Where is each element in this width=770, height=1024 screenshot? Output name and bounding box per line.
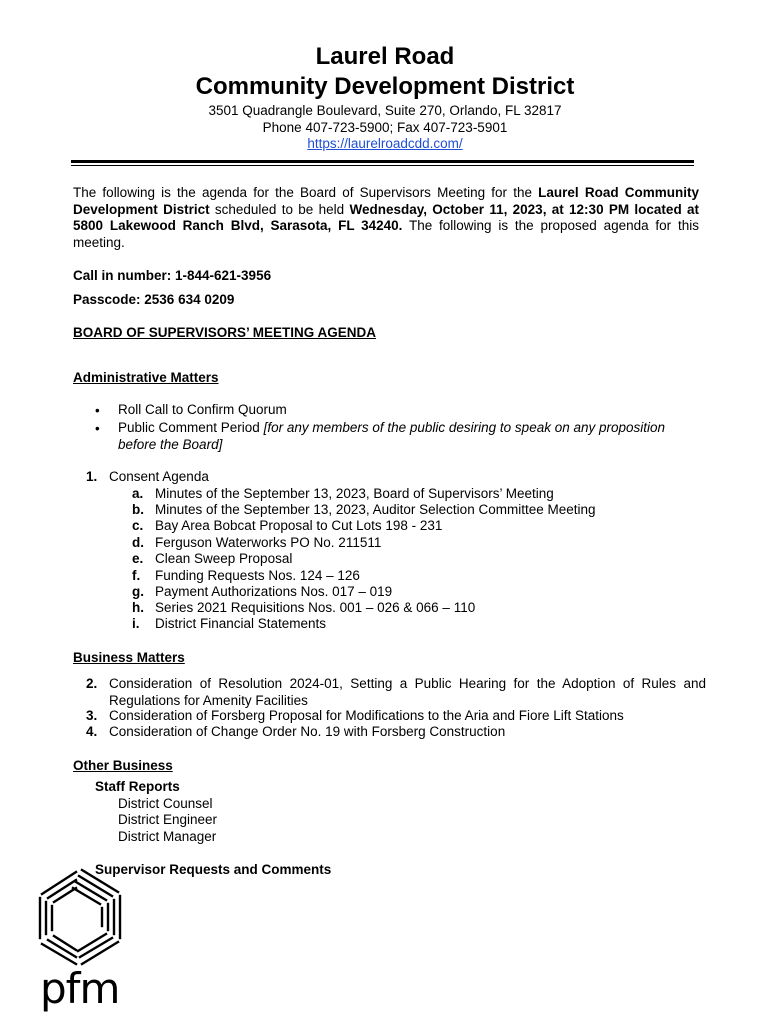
passcode: Passcode: 2536 634 0209	[73, 292, 235, 307]
roll-call-item	[118, 402, 698, 419]
consent-item: Ferguson Waterworks PO No. 211511	[155, 535, 382, 550]
public-comment-item	[118, 420, 698, 453]
intro-text-3: The following is the proposed agenda for this meeting.	[73, 218, 699, 250]
consent-item: District Financial Statements	[155, 616, 327, 631]
district-title-line1: Laurel Road	[315, 43, 455, 70]
bullet-icon: •	[95, 403, 100, 418]
staff-reports-heading: Staff Reports	[95, 779, 180, 794]
consent-item: Series 2021 Requisitions Nos. 001 – 026 & 066 – 110	[155, 600, 476, 615]
public-comment-text: Public Comment Period	[118, 420, 264, 435]
consent-item: Bay Area Bobcat Proposal to Cut Lots 198 - 231	[155, 518, 443, 533]
consent-item: Minutes of the September 13, 2023, Board of Supervisors’ Meeting	[155, 486, 554, 501]
district-phone: Phone 407-723-5900; Fax 407-723-5901	[262, 120, 508, 135]
bullet-icon: •	[95, 421, 100, 436]
consent-letter: i.	[132, 616, 140, 631]
consent-letter: a.	[132, 486, 144, 501]
consent-item: Payment Authorizations Nos. 017 – 019	[155, 584, 393, 599]
other-business-heading: Other Business	[73, 758, 173, 773]
consent-letter: d.	[132, 535, 144, 550]
consent-letter: e.	[132, 551, 144, 566]
pfm-logo-text: pfm	[40, 964, 120, 1013]
item-number: 1.	[86, 469, 98, 484]
business-item: Consideration of Resolution 2024-01, Setting a Public Hearing for the Adoption of Rules and Regulations for Amenity Facilities	[109, 676, 706, 708]
intro-paragraph	[73, 185, 699, 251]
item-number: 3.	[86, 708, 98, 723]
consent-item: Clean Sweep Proposal	[155, 551, 293, 566]
consent-letter: b.	[132, 502, 144, 517]
business-item: Consideration of Change Order No. 19 with Forsberg Construction	[109, 724, 506, 739]
consent-agenda-label: Consent Agenda	[109, 469, 209, 484]
url-row	[0, 135, 770, 152]
consent-item: Minutes of the September 13, 2023, Auditor Selection Committee Meeting	[155, 502, 596, 517]
item-number: 4.	[86, 724, 98, 739]
district-address: 3501 Quadrangle Boulevard, Suite 270, Orlando, FL 32817	[208, 103, 562, 118]
item-number: 2.	[86, 676, 98, 691]
administrative-matters-heading: Administrative Matters	[73, 370, 219, 385]
intro-text-2: scheduled to be held	[209, 201, 350, 217]
roll-call-text: Roll Call to Confirm Quorum	[118, 402, 287, 417]
header-divider-thin	[71, 165, 694, 166]
staff-report-item: District Engineer	[118, 812, 218, 827]
consent-letter: g.	[132, 584, 144, 599]
supervisor-requests-heading: Supervisor Requests and Comments	[95, 862, 332, 877]
district-title-line2: Community Development District	[195, 73, 575, 100]
intro-meeting-datetime: Wednesday, October 11, 2023, at 12:30 PM located at 5800 Lakewood Ranch Blvd, Sarasota, FL 34240.	[73, 201, 699, 233]
agenda-heading: BOARD OF SUPERVISORS’ MEETING AGENDA	[73, 325, 377, 340]
pfm-logo	[36, 866, 126, 1016]
intro-district-name: Laurel Road Community Development District	[73, 185, 700, 217]
staff-report-item: District Manager	[118, 829, 217, 844]
district-website-link[interactable]: https://laurelroadcdd.com/	[307, 136, 463, 151]
business-matters-heading: Business Matters	[73, 650, 185, 665]
header-divider-thick	[71, 160, 694, 163]
consent-item: Funding Requests Nos. 124 – 126	[155, 568, 360, 583]
call-in-number: Call in number: 1-844-621-3956	[73, 268, 272, 283]
intro-text-1: The following is the agenda for the Board of Supervisors Meeting for the	[73, 185, 539, 200]
consent-letter: f.	[132, 568, 141, 583]
consent-letter: h.	[132, 600, 144, 615]
business-item: Consideration of Forsberg Proposal for Modifications to the Aria and Fiore Lift Stations	[109, 708, 624, 723]
consent-letter: c.	[132, 518, 144, 533]
public-comment-note: [for any members of the public desiring to speak on any proposition before the Board]	[118, 420, 666, 452]
staff-report-item: District Counsel	[118, 796, 213, 811]
